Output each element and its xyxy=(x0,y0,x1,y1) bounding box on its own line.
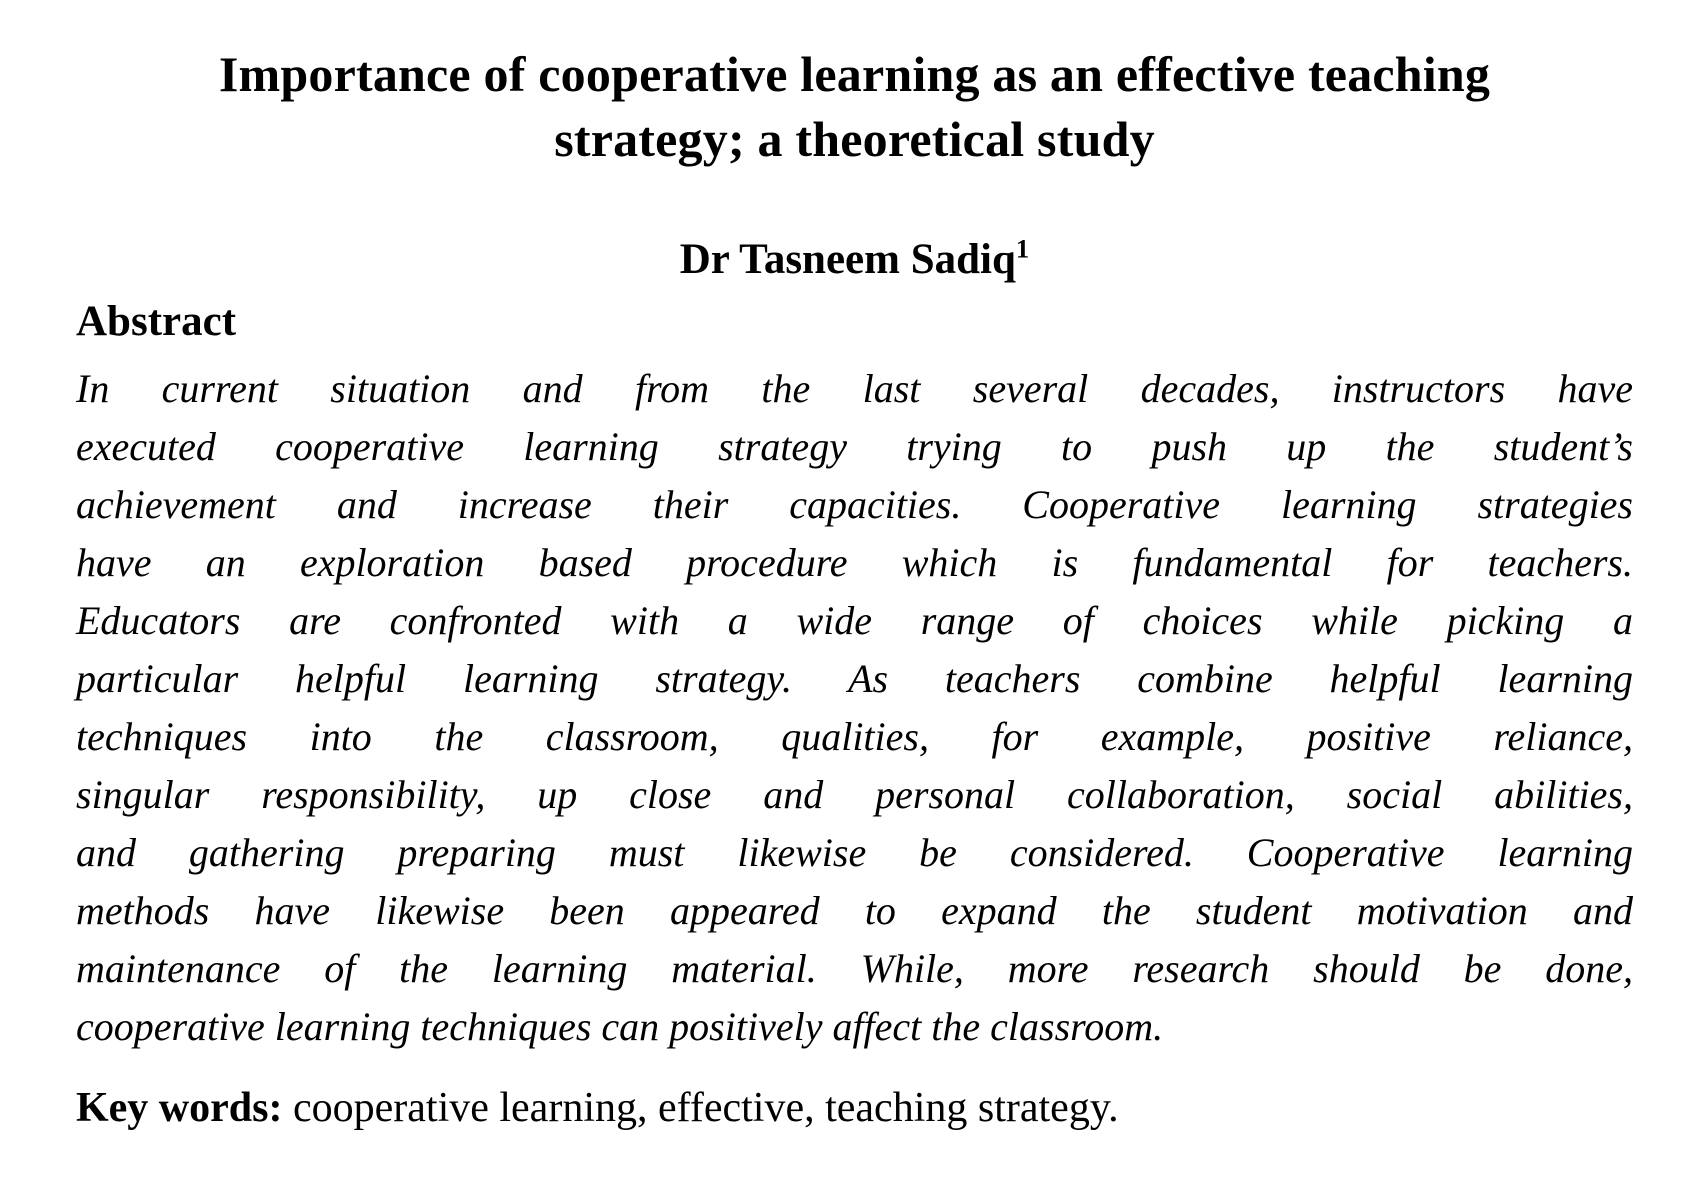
abstract-line: methods have likewise been appeared to expand the student motivation and xyxy=(76,888,1633,933)
keywords-label: Key words: xyxy=(76,1085,283,1131)
keywords-line xyxy=(76,1082,1633,1134)
keywords-text: cooperative learning, effective, teaching strategy. xyxy=(292,1085,1119,1131)
abstract-line-last: cooperative learning techniques can positively affect the classroom. xyxy=(76,1004,1164,1049)
paper-title-line-1: Importance of cooperative learning as an effective teaching xyxy=(218,46,1491,102)
abstract-paragraph xyxy=(76,360,1633,1056)
abstract-line: and gathering preparing must likewise be considered. Cooperative learning xyxy=(76,830,1633,875)
abstract-line: techniques into the classroom, qualities, for example, positive reliance, xyxy=(76,714,1633,759)
abstract-line: Educators are confronted with a wide range of choices while picking a xyxy=(76,598,1633,643)
paper-title-line-2: strategy; a theoretical study xyxy=(554,111,1155,167)
abstract-heading: Abstract xyxy=(76,298,237,345)
author-name: Dr Tasneem Sadiq xyxy=(679,236,1016,283)
abstract-line: particular helpful learning strategy. As teachers combine helpful learning xyxy=(76,656,1633,701)
abstract-line: In current situation and from the last several decades, instructors have xyxy=(76,366,1633,411)
author-line xyxy=(76,234,1633,286)
paper-title xyxy=(76,42,1633,172)
abstract-line: achievement and increase their capacities. Cooperative learning strategies xyxy=(76,482,1633,527)
abstract-line: have an exploration based procedure which is fundamental for teachers. xyxy=(76,540,1633,585)
abstract-line: maintenance of the learning material. While, more research should be done, xyxy=(76,946,1633,991)
abstract-line: executed cooperative learning strategy trying to push up the student’s xyxy=(76,424,1633,469)
author-affiliation-superscript: 1 xyxy=(1015,233,1030,264)
abstract-line: singular responsibility, up close and personal collaboration, social abilities, xyxy=(76,772,1633,817)
